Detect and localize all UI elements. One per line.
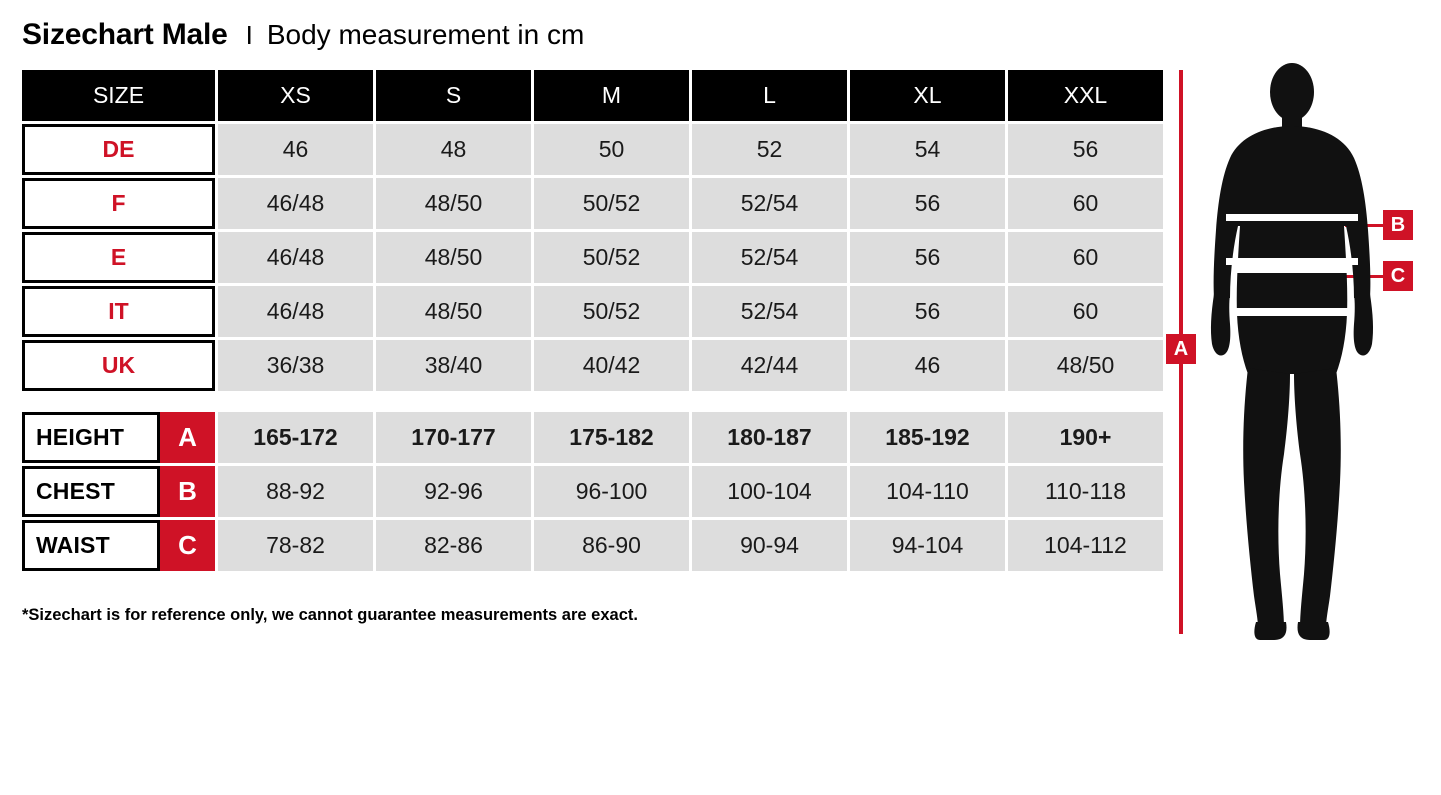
row-label-chest — [22, 466, 215, 517]
table-row — [22, 178, 1163, 229]
table-header-row — [22, 70, 1163, 121]
cell-f-s: 48/50 — [376, 178, 531, 229]
row-label-height-text: HEIGHT — [22, 412, 160, 463]
cell-de-m: 50 — [534, 124, 689, 175]
cell-e-xs: 46/48 — [218, 232, 373, 283]
cell-height-xl: 185-192 — [850, 412, 1005, 463]
table-row — [22, 466, 1163, 517]
header-cell-s: S — [376, 70, 531, 121]
cell-it-xl: 56 — [850, 286, 1005, 337]
cell-de-s: 48 — [376, 124, 531, 175]
cell-de-xl: 54 — [850, 124, 1005, 175]
cell-chest-xs: 88-92 — [218, 466, 373, 517]
male-body-silhouette-icon — [1200, 62, 1385, 642]
cell-e-xxl: 60 — [1008, 232, 1163, 283]
title-separator: I — [245, 20, 253, 50]
row-label-it: IT — [22, 286, 215, 337]
table-row — [22, 412, 1163, 463]
table-row — [22, 232, 1163, 283]
cell-e-l: 52/54 — [692, 232, 847, 283]
cell-uk-m: 40/42 — [534, 340, 689, 391]
cell-f-l: 52/54 — [692, 178, 847, 229]
cell-chest-m: 96-100 — [534, 466, 689, 517]
row-label-chest-text: CHEST — [22, 466, 160, 517]
cell-waist-m: 86-90 — [534, 520, 689, 571]
cell-de-l: 52 — [692, 124, 847, 175]
sizechart-table — [19, 67, 1166, 574]
cell-waist-xl: 94-104 — [850, 520, 1005, 571]
footnote: *Sizechart is for reference only, we cannot guarantee measurements are exact. — [22, 606, 638, 624]
row-label-de: DE — [22, 124, 215, 175]
table-row — [22, 286, 1163, 337]
sizechart-table-wrap — [22, 70, 1157, 574]
cell-f-xs: 46/48 — [218, 178, 373, 229]
cell-height-xxl: 190+ — [1008, 412, 1163, 463]
cell-e-s: 48/50 — [376, 232, 531, 283]
cell-it-xs: 46/48 — [218, 286, 373, 337]
row-label-waist-text: WAIST — [22, 520, 160, 571]
cell-f-xl: 56 — [850, 178, 1005, 229]
header-cell-l: L — [692, 70, 847, 121]
cell-f-m: 50/52 — [534, 178, 689, 229]
row-key-height: A — [160, 412, 215, 463]
header-cell-size: SIZE — [22, 70, 215, 121]
cell-waist-xs: 78-82 — [218, 520, 373, 571]
row-label-height — [22, 412, 215, 463]
table-spacer — [22, 394, 1163, 409]
cell-de-xs: 46 — [218, 124, 373, 175]
cell-de-xxl: 56 — [1008, 124, 1163, 175]
row-key-waist: C — [160, 520, 215, 571]
table-spacer-cell — [22, 394, 1163, 409]
measurement-figure — [1165, 62, 1425, 642]
cell-chest-s: 92-96 — [376, 466, 531, 517]
cell-uk-xxl: 48/50 — [1008, 340, 1163, 391]
cell-uk-s: 38/40 — [376, 340, 531, 391]
tag-b: B — [1383, 210, 1413, 240]
cell-uk-l: 42/44 — [692, 340, 847, 391]
row-label-f: F — [22, 178, 215, 229]
cell-chest-xl: 104-110 — [850, 466, 1005, 517]
cell-height-m: 175-182 — [534, 412, 689, 463]
cell-e-m: 50/52 — [534, 232, 689, 283]
tag-a: A — [1166, 334, 1196, 364]
cell-it-l: 52/54 — [692, 286, 847, 337]
cell-uk-xs: 36/38 — [218, 340, 373, 391]
header-cell-xl: XL — [850, 70, 1005, 121]
table-row — [22, 124, 1163, 175]
cell-chest-xxl: 110-118 — [1008, 466, 1163, 517]
cell-it-xxl: 60 — [1008, 286, 1163, 337]
cell-it-s: 48/50 — [376, 286, 531, 337]
row-label-e: E — [22, 232, 215, 283]
row-label-uk: UK — [22, 340, 215, 391]
cell-height-l: 180-187 — [692, 412, 847, 463]
cell-f-xxl: 60 — [1008, 178, 1163, 229]
table-row — [22, 520, 1163, 571]
header-cell-m: M — [534, 70, 689, 121]
cell-e-xl: 56 — [850, 232, 1005, 283]
header-cell-xs: XS — [218, 70, 373, 121]
row-label-waist — [22, 520, 215, 571]
row-key-chest: B — [160, 466, 215, 517]
tag-c: C — [1383, 261, 1413, 291]
title-main: Sizechart Male — [22, 18, 228, 51]
cell-height-s: 170-177 — [376, 412, 531, 463]
cell-waist-xxl: 104-112 — [1008, 520, 1163, 571]
cell-uk-xl: 46 — [850, 340, 1005, 391]
page-title — [22, 18, 584, 52]
cell-waist-s: 82-86 — [376, 520, 531, 571]
cell-chest-l: 100-104 — [692, 466, 847, 517]
cell-height-xs: 165-172 — [218, 412, 373, 463]
cell-it-m: 50/52 — [534, 286, 689, 337]
header-cell-xxl: XXL — [1008, 70, 1163, 121]
table-row — [22, 340, 1163, 391]
title-subtitle: Body measurement in cm — [266, 19, 585, 50]
cell-waist-l: 90-94 — [692, 520, 847, 571]
